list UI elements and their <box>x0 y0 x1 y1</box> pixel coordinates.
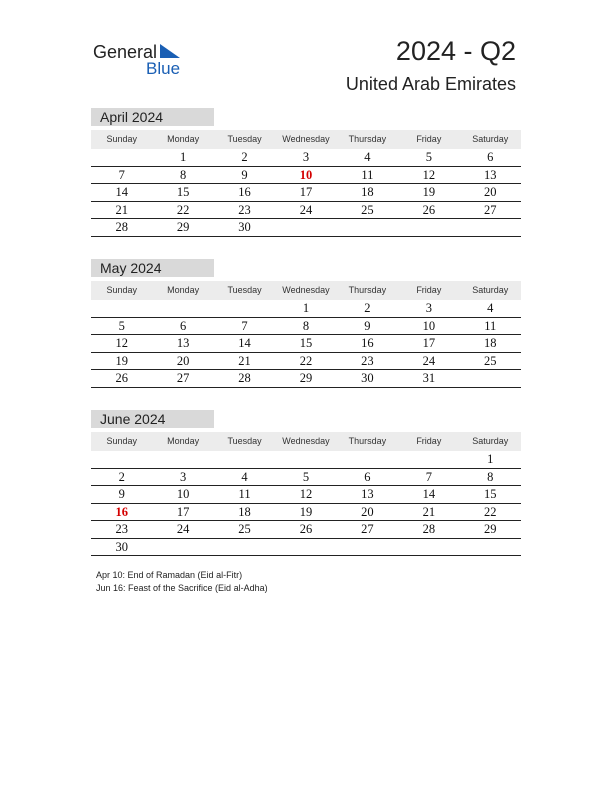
week-row <box>91 451 521 469</box>
week-row <box>91 469 521 487</box>
day-cell: 23 <box>361 353 374 368</box>
weekday-label: Monday <box>167 436 200 446</box>
day-cell: 1 <box>180 150 187 164</box>
day-cell: 21 <box>115 202 128 217</box>
day-cell: 29 <box>176 220 190 234</box>
month-april <box>91 108 521 237</box>
day-cell: 7 <box>425 469 432 484</box>
day-cell: 11 <box>484 318 497 333</box>
week-row <box>91 300 521 318</box>
weekday-label: Sunday <box>106 436 137 446</box>
weekday-header-row <box>91 432 521 451</box>
day-cell: 22 <box>483 504 497 519</box>
day-cell: 23 <box>238 202 251 217</box>
day-cell <box>275 539 336 556</box>
day-cell <box>91 451 152 468</box>
day-cell: 9 <box>118 487 125 501</box>
page-title: 2024 - Q2 <box>395 36 516 66</box>
holiday-notes <box>96 569 268 595</box>
day-cell: 15 <box>176 185 190 199</box>
day-cell: 27 <box>361 522 374 536</box>
day-cell: 25 <box>483 353 497 368</box>
day-cell: 3 <box>302 150 310 164</box>
day-cell: 13 <box>483 167 497 182</box>
day-cell: 2 <box>364 301 371 315</box>
month-title: April 2024 <box>91 108 214 126</box>
day-cell <box>91 149 152 166</box>
day-cell <box>337 539 398 556</box>
month-june <box>91 410 521 556</box>
holiday-day-cell: 16 <box>115 504 128 519</box>
day-cell: 9 <box>241 167 248 182</box>
day-cell <box>398 451 459 468</box>
weekday-label: Wednesday <box>282 285 330 295</box>
day-cell: 21 <box>238 353 251 368</box>
day-cell <box>152 539 213 556</box>
week-row <box>91 353 521 371</box>
day-cell: 22 <box>299 353 313 368</box>
day-cell: 26 <box>422 202 436 217</box>
day-cell <box>91 300 152 317</box>
week-row <box>91 184 521 202</box>
day-cell: 23 <box>115 522 128 536</box>
day-cell <box>152 300 213 317</box>
day-cell: 2 <box>241 150 248 164</box>
day-cell: 29 <box>483 522 497 536</box>
day-cell: 6 <box>487 150 494 164</box>
day-cell: 17 <box>422 336 436 350</box>
weekday-label: Wednesday <box>282 436 330 446</box>
week-row <box>91 167 521 185</box>
day-cell: 8 <box>180 167 187 182</box>
day-cell: 1 <box>302 301 310 315</box>
weekday-label: Saturday <box>472 134 509 144</box>
weekday-label: Saturday <box>472 285 509 295</box>
day-cell <box>275 219 336 236</box>
day-cell: 19 <box>299 504 313 519</box>
day-cell <box>398 219 459 236</box>
day-cell: 26 <box>115 371 128 385</box>
day-cell: 3 <box>180 469 187 484</box>
day-cell: 20 <box>176 353 190 368</box>
month-title: May 2024 <box>91 259 214 277</box>
day-cell: 7 <box>118 167 125 182</box>
week-row <box>91 504 521 522</box>
day-cell: 25 <box>361 202 374 217</box>
weekday-header-row <box>91 130 521 149</box>
holiday-day-cell: 10 <box>299 167 313 182</box>
day-cell: 17 <box>299 185 313 199</box>
day-cell: 22 <box>176 202 190 217</box>
holiday-note: Jun 16: Feast of the Sacrifice (Eid al-Adha) <box>96 583 268 593</box>
weekday-label: Friday <box>416 285 442 295</box>
day-cell: 7 <box>241 318 248 333</box>
weekday-label: Friday <box>416 134 442 144</box>
weekday-label: Sunday <box>106 134 137 144</box>
day-cell: 18 <box>238 504 251 519</box>
day-cell: 18 <box>483 336 497 350</box>
weekday-header-row <box>91 281 521 300</box>
weekday-label: Wednesday <box>282 134 330 144</box>
country-name: United Arab Emirates <box>345 74 516 94</box>
week-row <box>91 149 521 167</box>
day-cell: 30 <box>115 539 128 554</box>
weekday-label: Monday <box>167 285 200 295</box>
day-cell: 4 <box>487 301 494 315</box>
logo-general-text: General <box>93 42 158 62</box>
weekday-label: Thursday <box>348 436 387 446</box>
day-cell: 4 <box>241 469 248 484</box>
day-cell: 1 <box>487 452 494 466</box>
day-cell: 24 <box>299 202 313 217</box>
week-row <box>91 486 521 504</box>
day-cell <box>398 539 459 556</box>
week-row <box>91 318 521 336</box>
day-cell: 20 <box>361 504 374 519</box>
week-row <box>91 202 521 220</box>
day-cell <box>337 451 398 468</box>
day-cell: 21 <box>422 504 436 519</box>
day-cell: 15 <box>483 487 497 501</box>
day-cell: 6 <box>364 469 371 484</box>
day-cell: 30 <box>361 371 374 385</box>
day-cell: 17 <box>176 504 190 519</box>
day-cell <box>214 451 275 468</box>
day-cell: 5 <box>118 318 125 333</box>
day-cell: 14 <box>238 336 251 350</box>
day-cell: 27 <box>176 371 190 385</box>
day-cell: 31 <box>422 371 436 385</box>
day-cell: 5 <box>425 150 432 164</box>
day-cell: 25 <box>238 522 251 536</box>
day-cell: 15 <box>299 336 313 350</box>
day-cell <box>460 539 521 556</box>
week-row <box>91 539 521 557</box>
week-row <box>91 521 521 539</box>
day-cell: 4 <box>364 150 371 164</box>
day-cell: 13 <box>361 487 374 501</box>
logo-blue-text: Blue <box>146 59 181 78</box>
day-cell: 28 <box>422 522 436 536</box>
day-cell <box>337 219 398 236</box>
day-cell: 10 <box>422 318 436 333</box>
day-cell: 11 <box>238 487 251 501</box>
day-cell: 2 <box>118 469 125 484</box>
day-cell: 10 <box>176 487 190 501</box>
day-cell: 11 <box>361 167 374 182</box>
holiday-note: Apr 10: End of Ramadan (Eid al-Fitr) <box>96 570 243 580</box>
day-cell <box>460 219 521 236</box>
day-cell: 16 <box>361 336 374 350</box>
day-cell: 19 <box>115 353 128 368</box>
weekday-label: Saturday <box>472 436 509 446</box>
weekday-label: Tuesday <box>227 436 262 446</box>
day-cell: 29 <box>299 371 313 385</box>
day-cell: 12 <box>422 167 436 182</box>
month-title: June 2024 <box>91 410 214 428</box>
day-cell: 3 <box>425 301 432 315</box>
week-row <box>91 335 521 353</box>
day-cell: 12 <box>299 487 313 501</box>
day-cell: 24 <box>422 353 436 368</box>
day-cell: 12 <box>115 336 128 350</box>
week-row <box>91 370 521 388</box>
day-cell: 30 <box>238 220 251 234</box>
day-cell: 9 <box>364 318 371 333</box>
flag-icon <box>160 42 180 58</box>
day-cell <box>275 451 336 468</box>
day-cell: 19 <box>422 185 436 199</box>
day-cell: 6 <box>180 318 187 333</box>
day-cell: 8 <box>487 469 494 484</box>
logo <box>93 40 193 80</box>
day-cell <box>152 451 213 468</box>
day-cell: 18 <box>361 185 374 199</box>
day-cell: 14 <box>115 185 128 199</box>
day-cell: 28 <box>238 371 251 385</box>
day-cell: 14 <box>422 487 436 501</box>
day-cell <box>214 539 275 556</box>
day-cell: 16 <box>238 185 251 199</box>
weekday-label: Thursday <box>348 134 387 144</box>
day-cell: 13 <box>176 336 190 350</box>
weekday-label: Tuesday <box>227 134 262 144</box>
weekday-label: Friday <box>416 436 442 446</box>
day-cell: 24 <box>176 522 190 536</box>
day-cell: 26 <box>299 522 313 536</box>
day-cell: 28 <box>115 220 128 234</box>
day-cell: 5 <box>302 469 310 484</box>
day-cell: 8 <box>302 318 310 333</box>
day-cell: 20 <box>483 185 497 199</box>
month-may <box>91 259 521 388</box>
day-cell <box>214 300 275 317</box>
weekday-label: Sunday <box>106 285 137 295</box>
weekday-label: Tuesday <box>227 285 262 295</box>
weekday-label: Thursday <box>348 285 387 295</box>
day-cell <box>460 370 521 387</box>
day-cell: 27 <box>483 202 497 217</box>
week-row <box>91 219 521 237</box>
weekday-label: Monday <box>167 134 200 144</box>
